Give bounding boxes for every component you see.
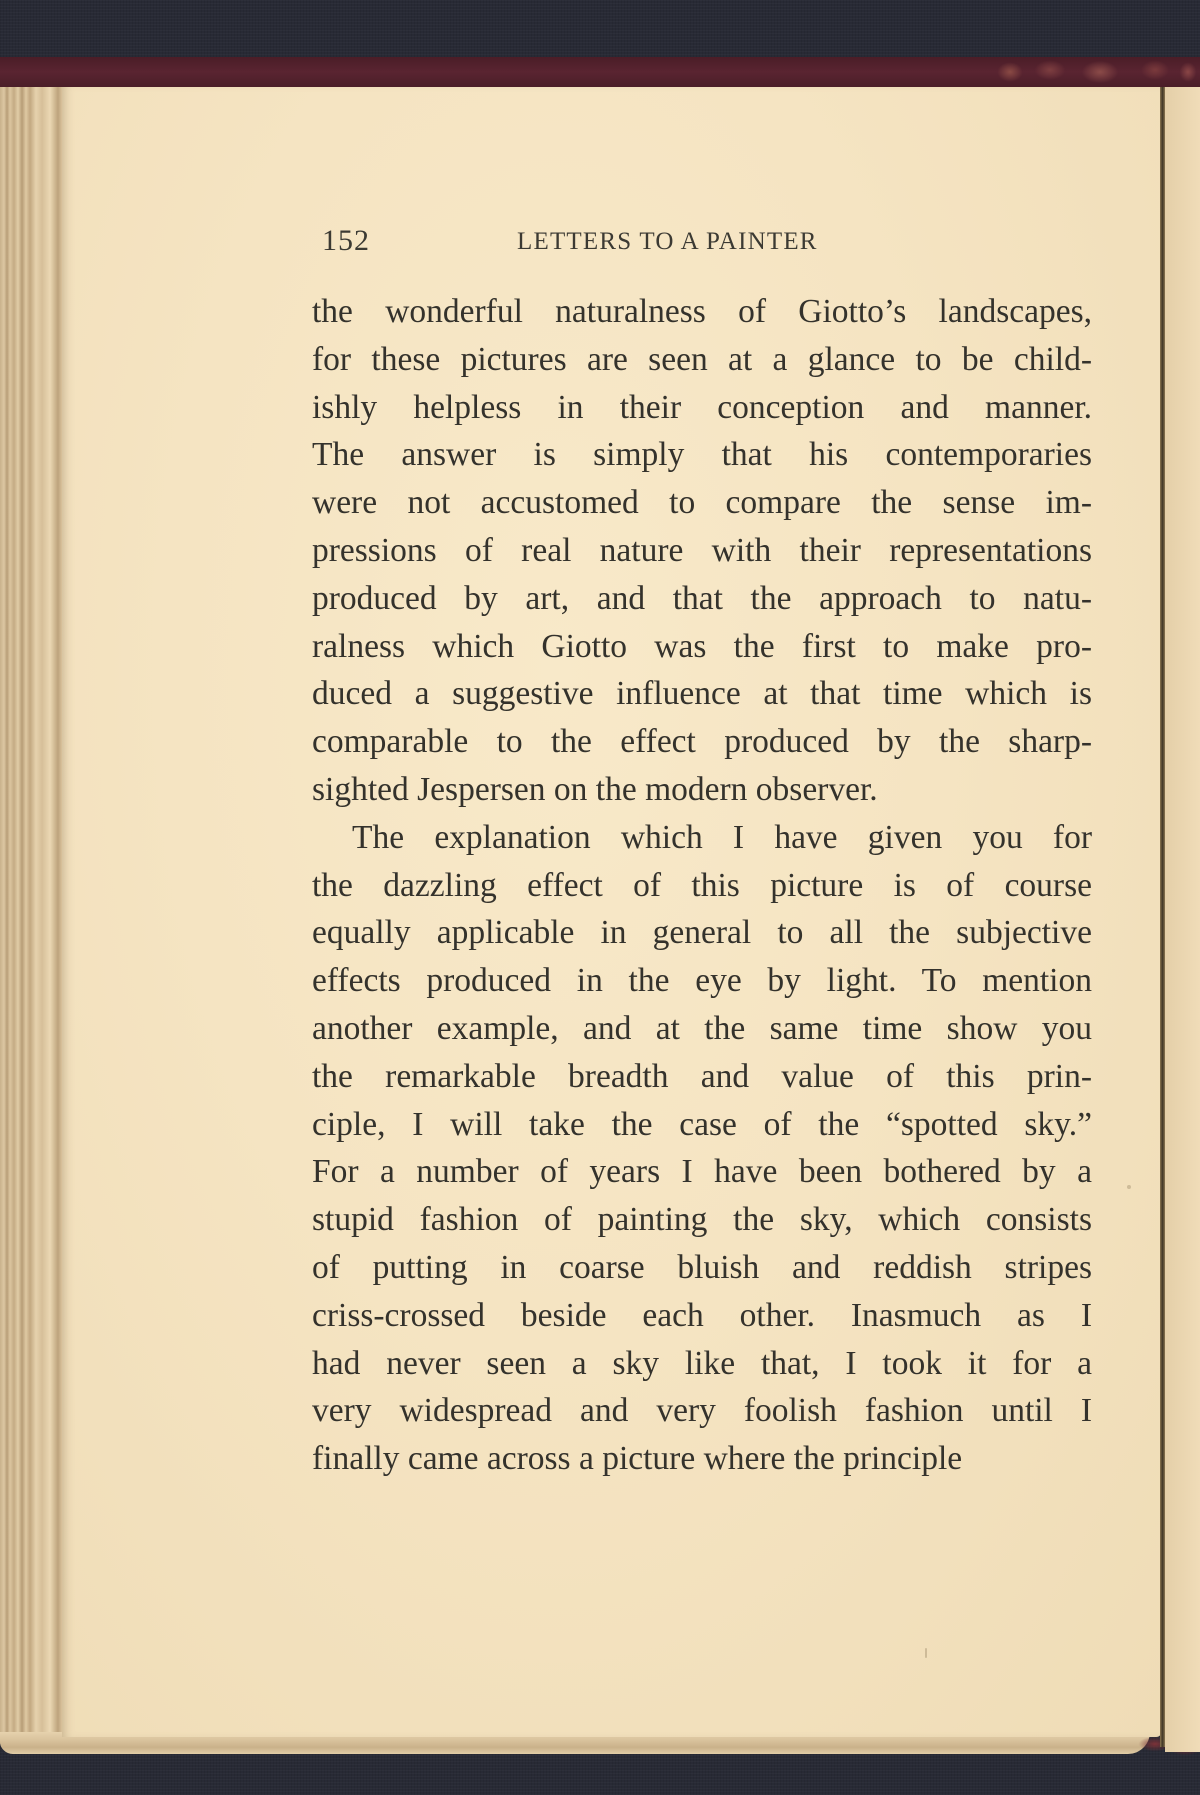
text-line: of putting in coarse bluish and reddish stripes xyxy=(312,1248,1092,1286)
text-line: the remarkable breadth and value of this prin- xyxy=(312,1057,1092,1095)
paragraph xyxy=(312,288,1092,814)
text-line: stupid fashion of painting the sky, which consists xyxy=(312,1201,1092,1239)
text-line: for these pictures are seen at a glance to be child- xyxy=(312,340,1092,378)
text-line: had never seen a sky like that, I took it for a xyxy=(312,1344,1092,1382)
facing-page-edge xyxy=(1165,87,1200,1752)
text-line: ralness which Giotto was the first to make pro- xyxy=(312,627,1092,665)
text-line: finally came across a picture where the principle xyxy=(312,1440,963,1478)
page-number: 152 xyxy=(322,224,370,257)
text-line: ciple, I will take the case of the “spotted sky.” xyxy=(312,1105,1092,1143)
running-title: LETTERS TO A PAINTER xyxy=(517,228,818,255)
paper-speck xyxy=(925,1648,927,1658)
text-line: The answer is simply that his contemporaries xyxy=(312,436,1092,474)
text-line: were not accustomed to compare the sense im- xyxy=(312,484,1092,522)
text-line: the wonderful naturalness of Giotto’s landscapes, xyxy=(312,293,1092,330)
paper-speck xyxy=(1127,1185,1131,1189)
page-gutter-fold xyxy=(1160,87,1165,1747)
text-line: ishly helpless in their conception and manner. xyxy=(312,388,1092,426)
text-line: sighted Jespersen on the modern observer. xyxy=(312,770,878,808)
body-text xyxy=(312,288,1092,1483)
paragraph xyxy=(312,814,1092,1483)
frayed-headband-edge xyxy=(990,48,1200,88)
text-line: comparable to the effect produced by the sharp- xyxy=(312,723,1092,761)
text-line: very widespread and very foolish fashion until I xyxy=(312,1392,1092,1430)
text-line: For a number of years I have been bothered by a xyxy=(312,1153,1092,1191)
text-line: pressions of real nature with their representations xyxy=(312,531,1092,569)
text-line: The explanation which I have given you for xyxy=(352,818,1092,856)
text-line: produced by art, and that the approach to natu- xyxy=(312,579,1092,617)
text-line: the dazzling effect of this picture is of course xyxy=(312,866,1092,904)
running-head xyxy=(322,224,902,258)
stacked-page-edges xyxy=(0,87,66,1752)
text-line: effects produced in the eye by light. To mention xyxy=(312,962,1092,1000)
text-line: equally applicable in general to all the subjective xyxy=(312,914,1092,952)
text-line: criss-crossed beside each other. Inasmuch as I xyxy=(312,1296,1092,1334)
text-line: duced a suggestive influence at that time which is xyxy=(312,675,1092,713)
text-line: another example, and at the same time show you xyxy=(312,1009,1092,1047)
